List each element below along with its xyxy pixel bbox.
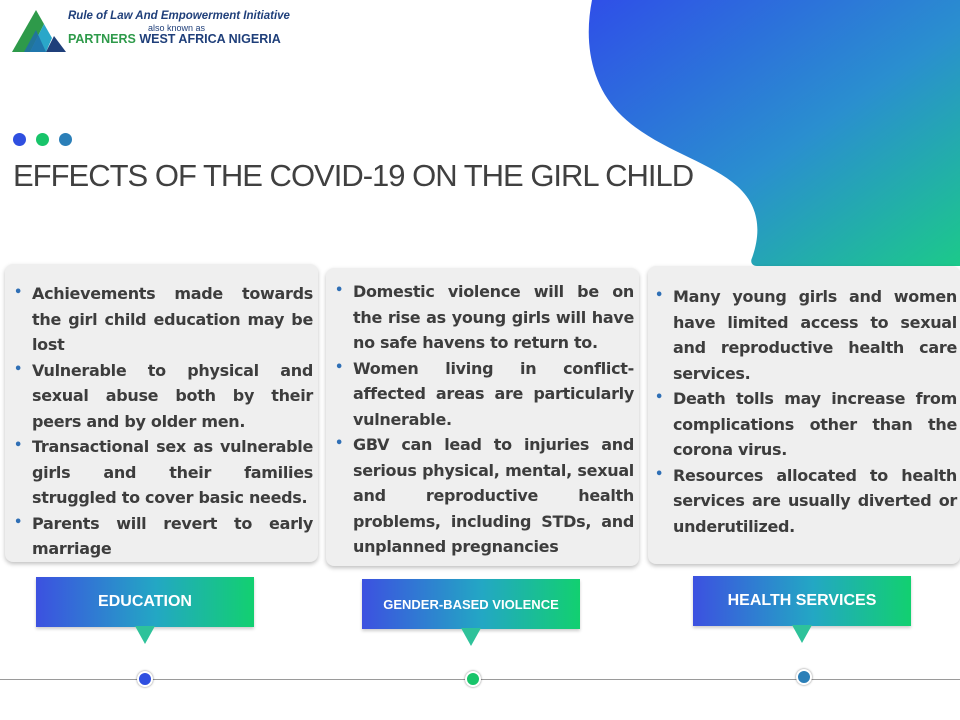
education-label: EDUCATION — [36, 577, 254, 627]
teal-dot — [59, 133, 72, 146]
list-item: • Achievements made towards the girl child education may be lost — [11, 281, 313, 358]
logo-partners-word: PARTNERS — [68, 32, 136, 46]
timeline-dot-education — [137, 671, 153, 687]
logo-region: WEST AFRICA NIGERIA — [135, 32, 281, 46]
blue-dot — [13, 133, 26, 146]
list-item: • Many young girls and women have limited access to sexual and reproductive health care services. — [652, 284, 957, 386]
organization-logo — [10, 4, 290, 56]
education-bullet-list — [11, 281, 313, 562]
logo-partners-name — [68, 32, 281, 46]
list-item: • Transactional sex as vulnerable girls and their families struggled to cover basic needs. — [11, 434, 313, 511]
health-card — [648, 266, 960, 564]
decorative-dots — [13, 133, 72, 146]
health-bullet-list — [652, 284, 957, 539]
logo-org-name: Rule of Law And Empowerment Initiative — [68, 10, 290, 22]
timeline-dot-gbv — [465, 671, 481, 687]
health-pointer — [792, 625, 812, 643]
gbv-bullet-list — [332, 279, 634, 560]
list-item: • Parents will revert to early marriage — [11, 511, 313, 562]
list-item: • Vulnerable to physical and sexual abuse both by their peers and by older men. — [11, 358, 313, 435]
mountain-logo-icon — [10, 4, 68, 56]
gbv-label: GENDER-BASED VIOLENCE — [362, 579, 580, 629]
list-item: • Resources allocated to health services are usually diverted or underutilized. — [652, 463, 957, 540]
gbv-pointer — [461, 628, 481, 646]
timeline-dot-health — [796, 669, 812, 685]
gbv-card — [326, 268, 639, 566]
health-label: HEALTH SERVICES — [693, 576, 911, 626]
list-item: • GBV can lead to injuries and serious physical, mental, sexual and reproductive health problems, including STDs, and unplanned pregnancies — [332, 432, 634, 560]
education-card — [5, 264, 318, 562]
list-item: • Death tolls may increase from complications other than the corona virus. — [652, 386, 957, 463]
green-dot — [36, 133, 49, 146]
education-pointer — [135, 626, 155, 644]
logo-aka: also known as — [148, 23, 206, 33]
page-title: EFFECTS OF THE COVID-19 ON THE GIRL CHILD — [13, 158, 694, 193]
list-item: • Women living in conflict-affected areas are particularly vulnerable. — [332, 356, 634, 433]
list-item: • Domestic violence will be on the rise as young girls will have no safe havens to return to. — [332, 279, 634, 356]
